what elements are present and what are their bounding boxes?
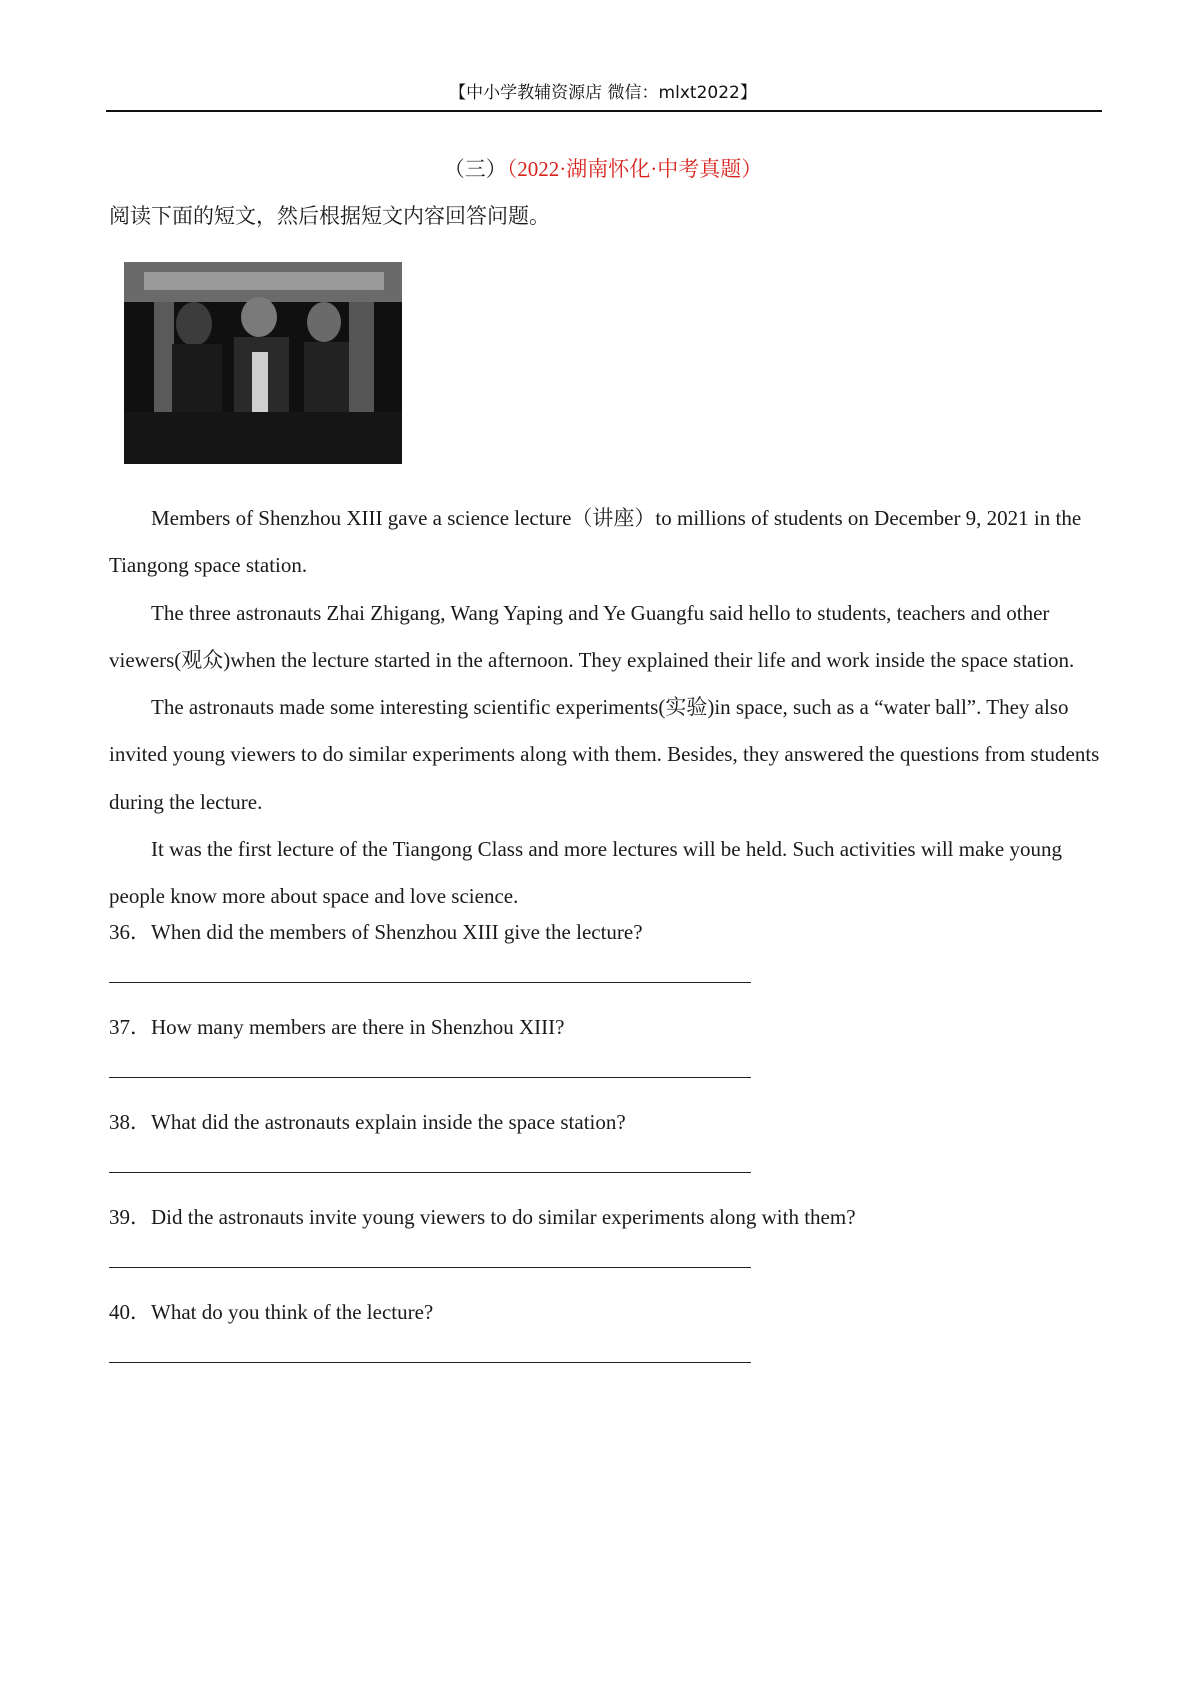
question-38 [109, 1106, 1009, 1201]
answer-line[interactable] [109, 1077, 751, 1078]
passage-paragraph-1: Members of Shenzhou XIII gave a science lecture（讲座）to millions of students on December 9, 2021 in the Tiangong space station. [109, 506, 1082, 578]
passage-paragraph-2: The three astronauts Zhai Zhigang, Wang Yaping and Ye Guangfu said hello to students, teachers and other viewers(观众)when the lecture started in the afternoon. They explained their life and work inside the space station. [109, 600, 1075, 672]
section-title [106, 153, 1100, 183]
question-text: 40．What do you think of the lecture? [109, 1300, 434, 1324]
instruction-text: 阅读下面的短文，然后根据短文内容回答问题。 [109, 204, 550, 228]
answer-line[interactable] [109, 982, 751, 983]
passage [109, 495, 1101, 921]
astronauts-photo [124, 262, 402, 464]
passage-paragraph-4: It was the first lecture of the Tiangong Class and more lectures will be held. Such activities will make young people know more about space and love science. [109, 837, 1062, 909]
page-header: 【中小学教辅资源店 微信：mlxt2022】 [449, 83, 757, 103]
section-number: （三） [443, 157, 507, 181]
question-37 [109, 1011, 1009, 1106]
answer-line[interactable] [109, 1267, 751, 1268]
answer-line[interactable] [109, 1362, 751, 1363]
question-text: 39．Did the astronauts invite young viewers to do similar experiments along with them? [109, 1205, 856, 1229]
question-40 [109, 1296, 1009, 1391]
question-36 [109, 916, 1009, 1011]
header-divider [106, 110, 1102, 112]
question-39 [109, 1201, 1009, 1296]
question-text: 37．How many members are there in Shenzhou XIII? [109, 1015, 565, 1039]
section-source: （2022·湖南怀化·中考真题） [506, 157, 763, 181]
question-text: 36．When did the members of Shenzhou XIII give the lecture? [109, 920, 643, 944]
passage-paragraph-3: The astronauts made some interesting scientific experiments(实验)in space, such as a “water ball”. They also invited young viewers to do similar experiments along with them. Besides, they answered the questions from students during the lecture. [109, 695, 1100, 814]
question-list [109, 916, 1009, 1391]
question-text: 38．What did the astronauts explain inside the space station? [109, 1110, 626, 1134]
answer-line[interactable] [109, 1172, 751, 1173]
